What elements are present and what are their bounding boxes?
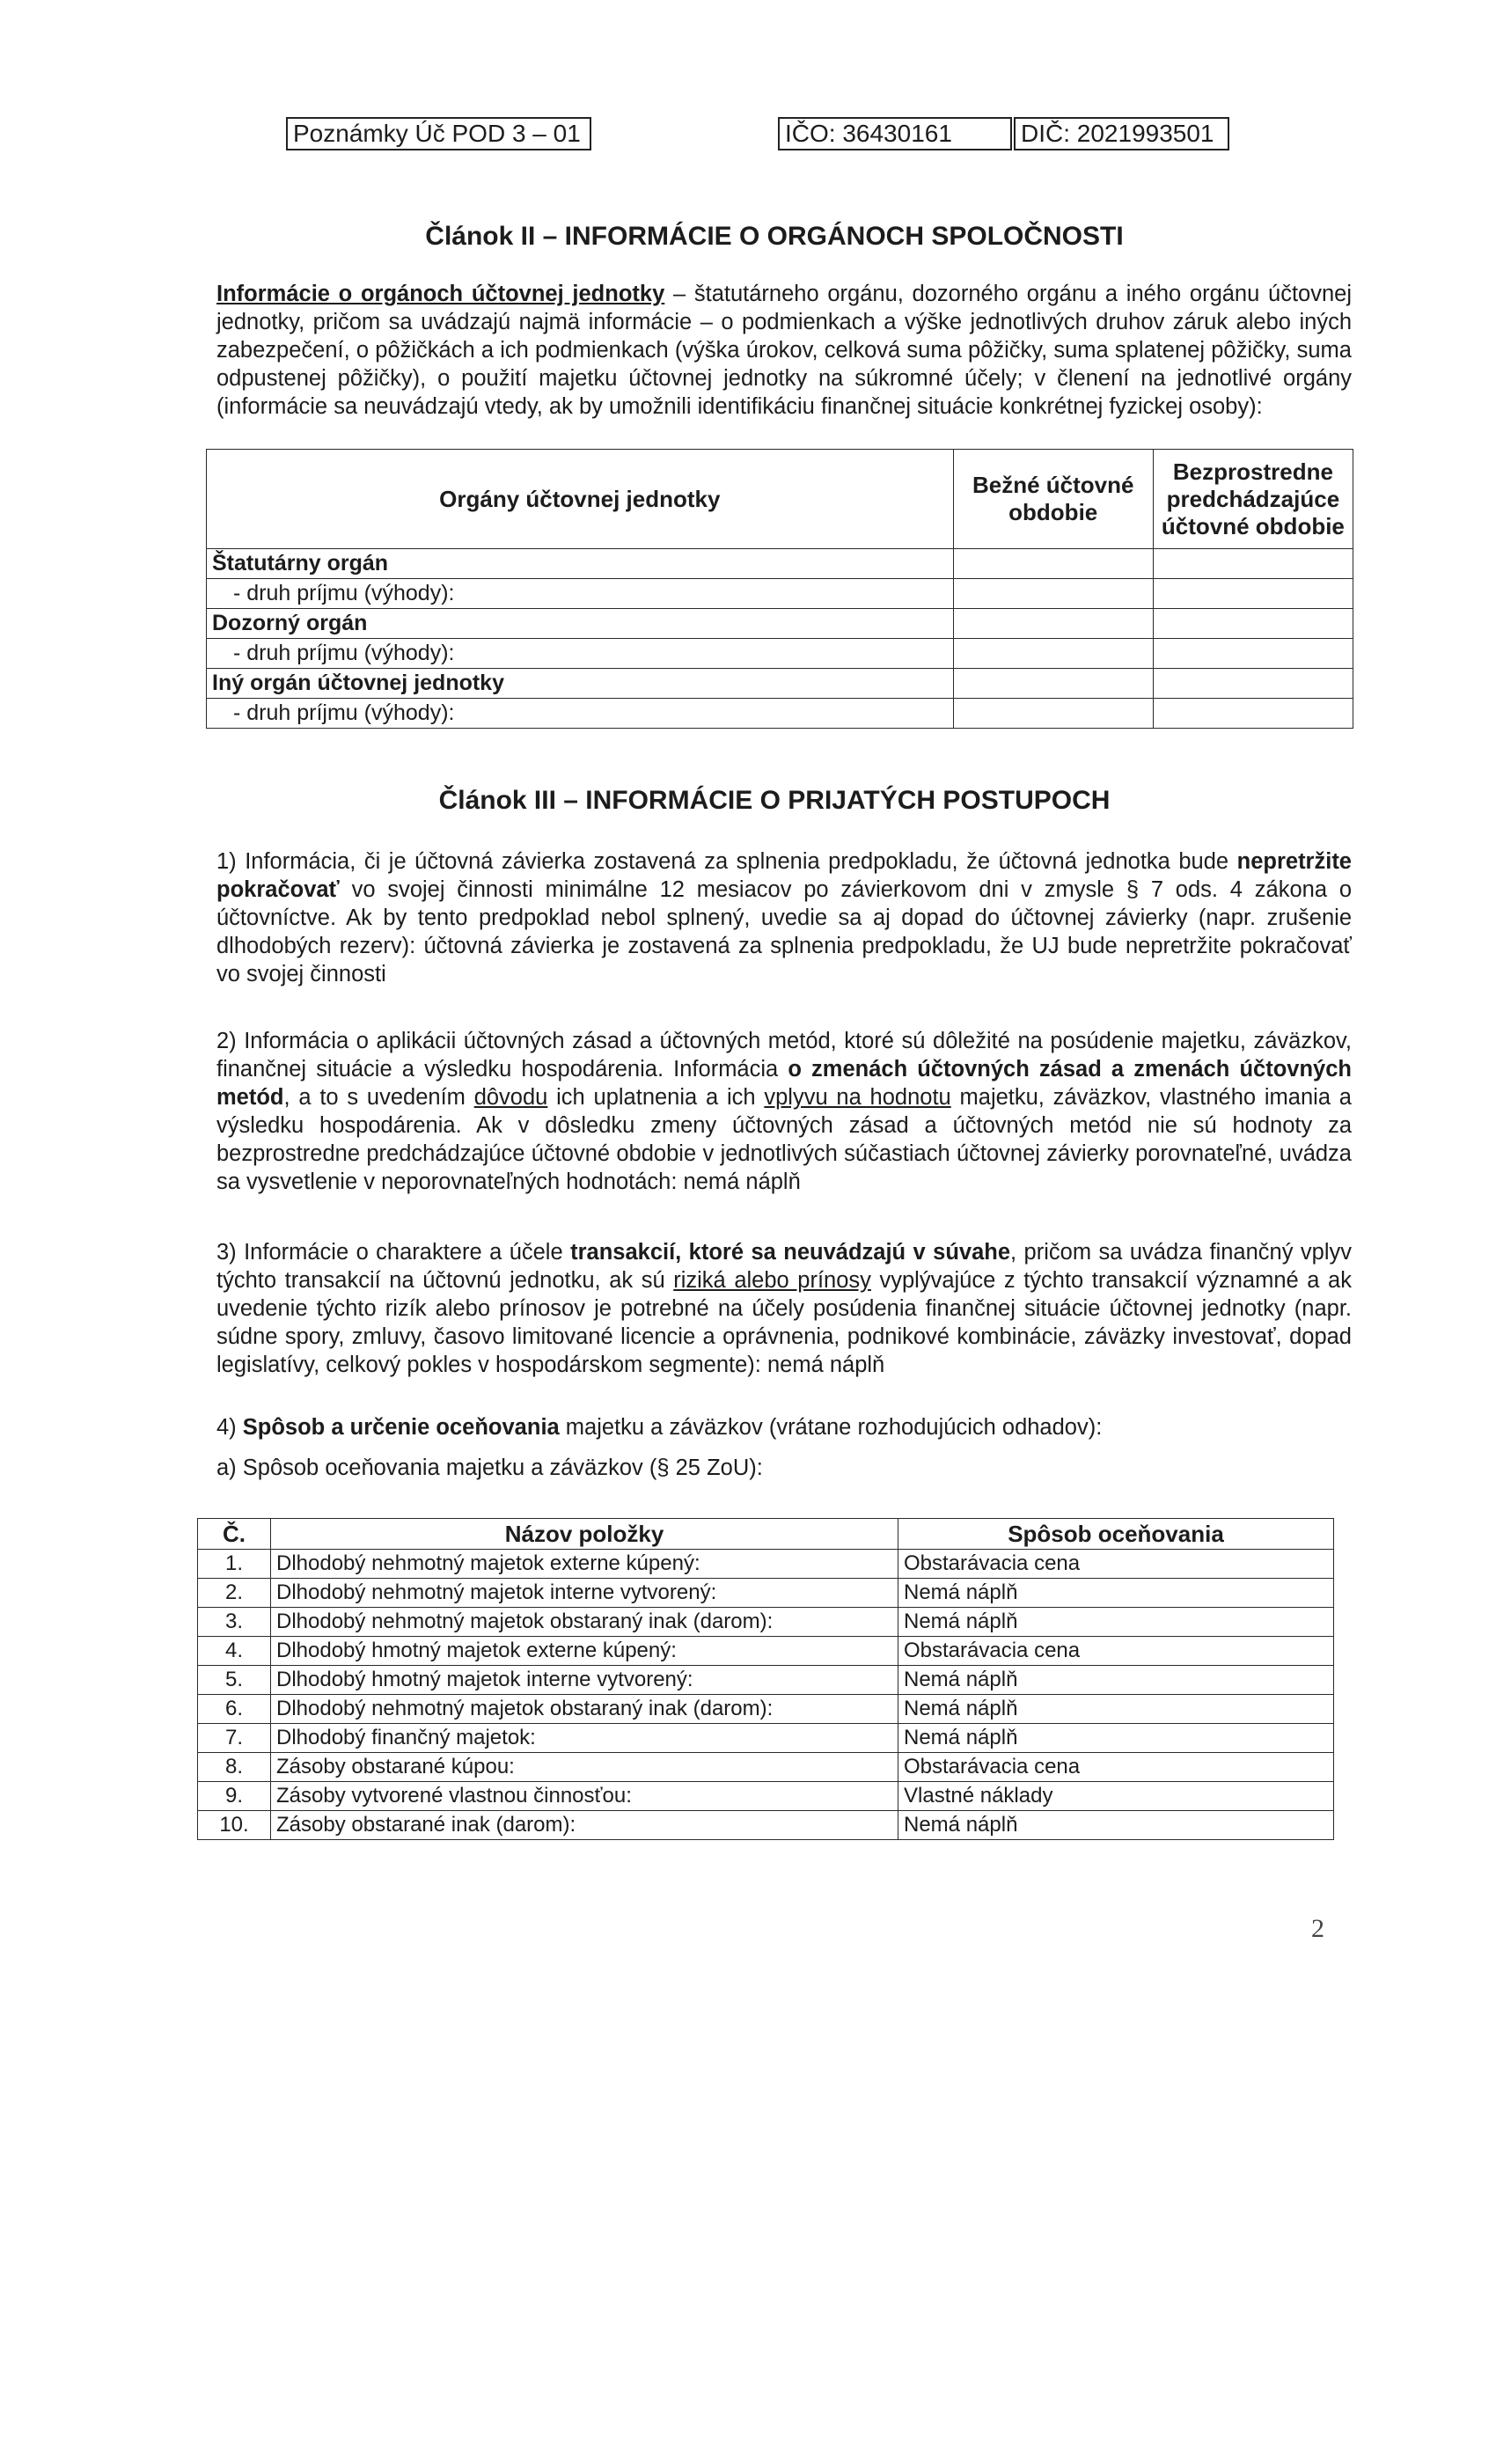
row-method: Obstarávacia cena [898, 1550, 1334, 1579]
valuation-header-method: Spôsob oceňovania [898, 1519, 1334, 1550]
paragraph-bold-text: o zmenách účtovných zásad a zmenách účtovných metód [216, 1057, 1352, 1110]
row-number: 8. [198, 1753, 271, 1782]
table-row [198, 1782, 1334, 1811]
row-method: Nemá náplň [898, 1579, 1334, 1608]
organs-header-organs: Orgány účtovnej jednotky [207, 450, 954, 549]
row-method: Nemá náplň [898, 1666, 1334, 1695]
table-row [198, 1637, 1334, 1666]
table-row [198, 1550, 1334, 1579]
article2-intro [216, 280, 1352, 421]
row-number: 3. [198, 1608, 271, 1637]
row-item: Zásoby obstarané kúpou: [271, 1753, 898, 1782]
paragraph-text: 3) Informácie o charaktere a účele [216, 1240, 571, 1265]
paragraph-valuation-method [216, 1413, 1352, 1441]
paragraph-text: , a to s uvedením [283, 1085, 474, 1110]
row-item: Dlhodobý finančný majetok: [271, 1724, 898, 1753]
row-number: 6. [198, 1695, 271, 1724]
row-item: Dlhodobý nehmotný majetok obstaraný inak (darom): [271, 1695, 898, 1724]
organ-current-value [953, 639, 1153, 669]
organ-label: Iný orgán účtovnej jednotky [207, 669, 954, 699]
table-row [198, 1695, 1334, 1724]
row-item: Dlhodobý nehmotný majetok externe kúpený: [271, 1550, 898, 1579]
row-number: 1. [198, 1550, 271, 1579]
table-row [207, 699, 1353, 729]
row-number: 4. [198, 1637, 271, 1666]
paragraph-valuation-subheading: a) Spôsob oceňovania majetku a záväzkov (§ 25 ZoU): [216, 1456, 763, 1480]
row-method: Obstarávacia cena [898, 1637, 1334, 1666]
organ-income-label: - druh príjmu (výhody): [207, 699, 954, 729]
organ-previous-value [1153, 609, 1353, 639]
valuation-header-item: Názov položky [271, 1519, 898, 1550]
row-item: Dlhodobý nehmotný majetok interne vytvorený: [271, 1579, 898, 1608]
valuation-table [197, 1518, 1334, 1840]
table-row [207, 579, 1353, 609]
page-number: 2 [1311, 1914, 1324, 1943]
row-item: Zásoby obstarané inak (darom): [271, 1811, 898, 1840]
organ-current-value [953, 699, 1153, 729]
row-method: Obstarávacia cena [898, 1753, 1334, 1782]
organs-header-current: Bežné účtovné obdobie [953, 450, 1153, 549]
paragraph-text: vo svojej činnosti minimálne 12 mesiacov po závierkovom dni v zmysle § 7 ods. 4 zákona o účtovníctve. Ak by tento predpoklad nebol splnený, uvedie sa aj dopad do účtovnej závierky (napr. zrušenie dlhodobých rezerv): účtovná závierka je zostavená za splnenia predpokladu, že UJ bude nepretržite pokračovať vo svojej činnosti [216, 877, 1352, 986]
organ-label: Dozorný orgán [207, 609, 954, 639]
paragraph-bold-text: Spôsob a určenie oceňovania [242, 1415, 560, 1440]
row-item: Dlhodobý nehmotný majetok obstaraný inak (darom): [271, 1608, 898, 1637]
paragraph-text: ich uplatnenia a ich [547, 1085, 765, 1110]
article3-heading: Článok III – INFORMÁCIE O PRIJATÝCH POSTUPOCH [438, 786, 1111, 815]
row-item: Dlhodobý hmotný majetok externe kúpený: [271, 1637, 898, 1666]
row-number: 10. [198, 1811, 271, 1840]
row-number: 2. [198, 1579, 271, 1608]
table-row [207, 669, 1353, 699]
organ-income-label: - druh príjmu (výhody): [207, 579, 954, 609]
table-row [207, 639, 1353, 669]
table-row [198, 1608, 1334, 1637]
row-number: 9. [198, 1782, 271, 1811]
row-number: 5. [198, 1666, 271, 1695]
row-method: Nemá náplň [898, 1695, 1334, 1724]
paragraph-text: 4) [216, 1415, 243, 1440]
row-item: Zásoby vytvorené vlastnou činnosťou: [271, 1782, 898, 1811]
organs-table-header [207, 450, 1353, 549]
organ-current-value [953, 579, 1153, 609]
organ-current-value [953, 609, 1153, 639]
table-row [207, 549, 1353, 579]
paragraph-bold-text: nepretržite pokračovať [216, 849, 1352, 902]
organs-table [206, 449, 1353, 729]
ico-box: IČO: 36430161 [778, 117, 1012, 150]
paragraph-going-concern [216, 847, 1352, 988]
valuation-header-number: Č. [198, 1519, 271, 1550]
article2-intro-lead: Informácie o orgánoch účtovnej jednotky [216, 282, 665, 306]
article2-intro-text: – štatutárneho orgánu, dozorného orgánu a iného orgánu účtovnej jednotky, pričom sa uvádzajú najmä informácie – o podmienkach a výške jednotlivých druhov záruk alebo iných zabezpečení, o pôžičkách a ich podmienkach (výška úrokov, celková suma pôžičky, suma splatenej pôžičky, suma odpustenej pôžičky), o použití majetku účtovnej jednotky na súkromné účely; v členení na jednotlivé orgány (informácie sa neuvádzajú vtedy, ak by umožnili identifikáciu finančnej situácie konkrétnej fyzickej osoby): [216, 282, 1352, 419]
paragraph-text: majetku, záväzkov, vlastného imania a výsledku hospodárenia. Ak v dôsledku zmeny účtovných zásad a účtovných metód nie sú hodnoty za bezprostredne predchádzajúce účtovné obdobie v jednotlivých súčastiach účtovnej závierky porovnateľné, uvádza sa vysvetlenie v neporovnateľných hodnotách: nemá náplň [216, 1085, 1352, 1194]
document-code-box: Poznámky Úč POD 3 – 01 [286, 117, 591, 150]
paragraph-text: 2) Informácia o aplikácii účtovných zásad a účtovných metód, ktoré sú dôležité na posúdenie majetku, záväzkov, finančnej situácie a výsledku hospodárenia. Informácia [216, 1029, 1352, 1082]
row-method: Vlastné náklady [898, 1782, 1334, 1811]
organ-label: Štatutárny orgán [207, 549, 954, 579]
table-row [198, 1811, 1334, 1840]
paragraph-text: majetku a záväzkov (vrátane rozhodujúcich odhadov): [559, 1415, 1103, 1440]
table-row [207, 609, 1353, 639]
row-number: 7. [198, 1724, 271, 1753]
organ-current-value [953, 669, 1153, 699]
article2-heading: Článok II – INFORMÁCIE O ORGÁNOCH SPOLOČNOSTI [425, 222, 1124, 251]
paragraph-text: 1) Informácia, či je účtovná závierka zostavená za splnenia predpokladu, že účtovná jednotka bude [216, 849, 1237, 874]
organ-previous-value [1153, 549, 1353, 579]
organ-previous-value [1153, 669, 1353, 699]
paragraph-underlined-text: dôvodu [473, 1085, 548, 1110]
row-method: Nemá náplň [898, 1724, 1334, 1753]
paragraph-text: , pričom sa uvádza finančný vplyv týchto transakcií na účtovnú jednotku, ak sú [216, 1240, 1352, 1293]
valuation-table-header [198, 1519, 1334, 1550]
paragraph-off-balance-transactions [216, 1238, 1352, 1379]
paragraph-text: vyplývajúce z týchto transakcií významné a ak uvedenie týchto rizík alebo prínosov je potrebné na účely posúdenia finančnej situácie účtovnej jednotky (napr. súdne spory, zmluvy, časovo limitované licencie a oprávnenia, podnikové kombinácie, záväzky investovať, dopad legislatívy, celkový pokles v hospodárskom segmente): nemá náplň [216, 1268, 1352, 1377]
organ-current-value [953, 549, 1153, 579]
paragraph-underlined-text: riziká alebo prínosy [673, 1268, 871, 1293]
row-method: Nemá náplň [898, 1608, 1334, 1637]
organs-header-previous: Bezprostredne predchádzajúce účtovné obdobie [1153, 450, 1353, 549]
table-row [198, 1724, 1334, 1753]
table-row [198, 1666, 1334, 1695]
row-method: Nemá náplň [898, 1811, 1334, 1840]
paragraph-bold-text: transakcií, ktoré sa neuvádzajú v súvahe [570, 1240, 1011, 1265]
paragraph-underlined-text: vplyvu na hodnotu [764, 1085, 951, 1110]
paragraph-accounting-policies [216, 1027, 1352, 1196]
organ-income-label: - druh príjmu (výhody): [207, 639, 954, 669]
table-row [198, 1753, 1334, 1782]
organ-previous-value [1153, 579, 1353, 609]
organ-previous-value [1153, 639, 1353, 669]
dic-box: DIČ: 2021993501 [1014, 117, 1229, 150]
organ-previous-value [1153, 699, 1353, 729]
table-row [198, 1579, 1334, 1608]
row-item: Dlhodobý hmotný majetok interne vytvorený: [271, 1666, 898, 1695]
